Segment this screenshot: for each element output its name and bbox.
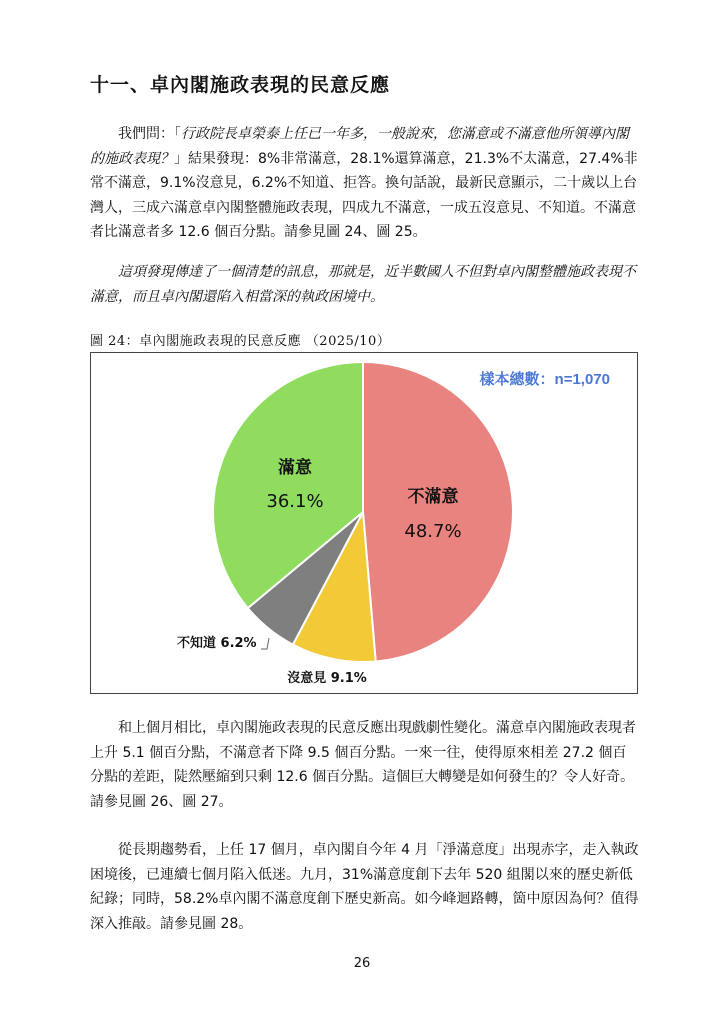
figure-caption: 圖 24：卓內閣施政表現的民意反應 （2025/10） [90,334,391,349]
label-dont-know: 不知道 6.2% [177,636,257,651]
label-no-opinion: 沒意見 9.1% [287,671,367,686]
leader-line-dont-know [261,638,269,649]
section-title: 十一、卓內閣施政表現的民意反應 [90,74,391,96]
paragraph-1 [90,122,640,245]
value-dissatisfied: 48.7% [404,521,462,542]
paragraph-3: 和上個月相比，卓內閣施政表現的民意反應出現戲劇性變化。滿意卓內閣施政表現者上升 5.1 個百分點，不滿意者下降 9.5 個百分點。一來一往，使得原來相差 27.2 個百分點的差距，陡然壓縮到只剩 12.6 個百分點。這個巨大轉變是如何發生的？令人好奇。請參見圖 26、圖 27。 [90,720,636,810]
label-dissatisfied: 不滿意 [407,487,459,507]
pie-chart [90,352,638,694]
para1-prefix: 我們問：「 [118,126,181,142]
value-satisfied: 36.1% [266,491,324,512]
paragraph-4: 從長期趨勢看，上任 17 個月，卓內閣自今年 4 月「淨滿意度」出現赤字，走入執政困境後，已連續七個月陷入低迷。九月，31%滿意度創下去年 520 組閣以來的歷史新低紀錄；同時，58.2%卓內閣不滿意度創下歷史新高。如今峰迴路轉，箇中原因為何？值得深入推敲。請參見圖 28。 [90,842,639,932]
label-satisfied: 滿意 [278,458,312,478]
sample-size-note: 樣本總數：n=1,070 [479,371,610,388]
pie-chart-svg [91,353,637,693]
para1-suffix: 」結果發現：8%非常滿意，28.1%還算滿意，21.3%不太滿意，27.4%非常不滿意，9.1%沒意見，6.2%不知道、拒答。換句話說，最新民意顯示，二十歲以上台灣人，三成六滿意卓內閣整體施政表現，四成九不滿意，一成五沒意見、不知道。不滿意者比滿意者多 12.6 個百分點。請參見圖 24、圖 25。 [90,150,638,240]
paragraph-2: 這項發現傳達了一個清楚的訊息，那就是，近半數國人不但對卓內閣整體施政表現不滿意，而且卓內閣還陷入相當深的執政困境中。 [90,264,636,305]
slice-dissatisfied [363,362,513,661]
page-number: 26 [353,956,371,971]
survey-question: 行政院長卓榮泰上任已一年多，一般說來，您滿意或不滿意他所領導內閣的施政表現？ [90,126,629,167]
